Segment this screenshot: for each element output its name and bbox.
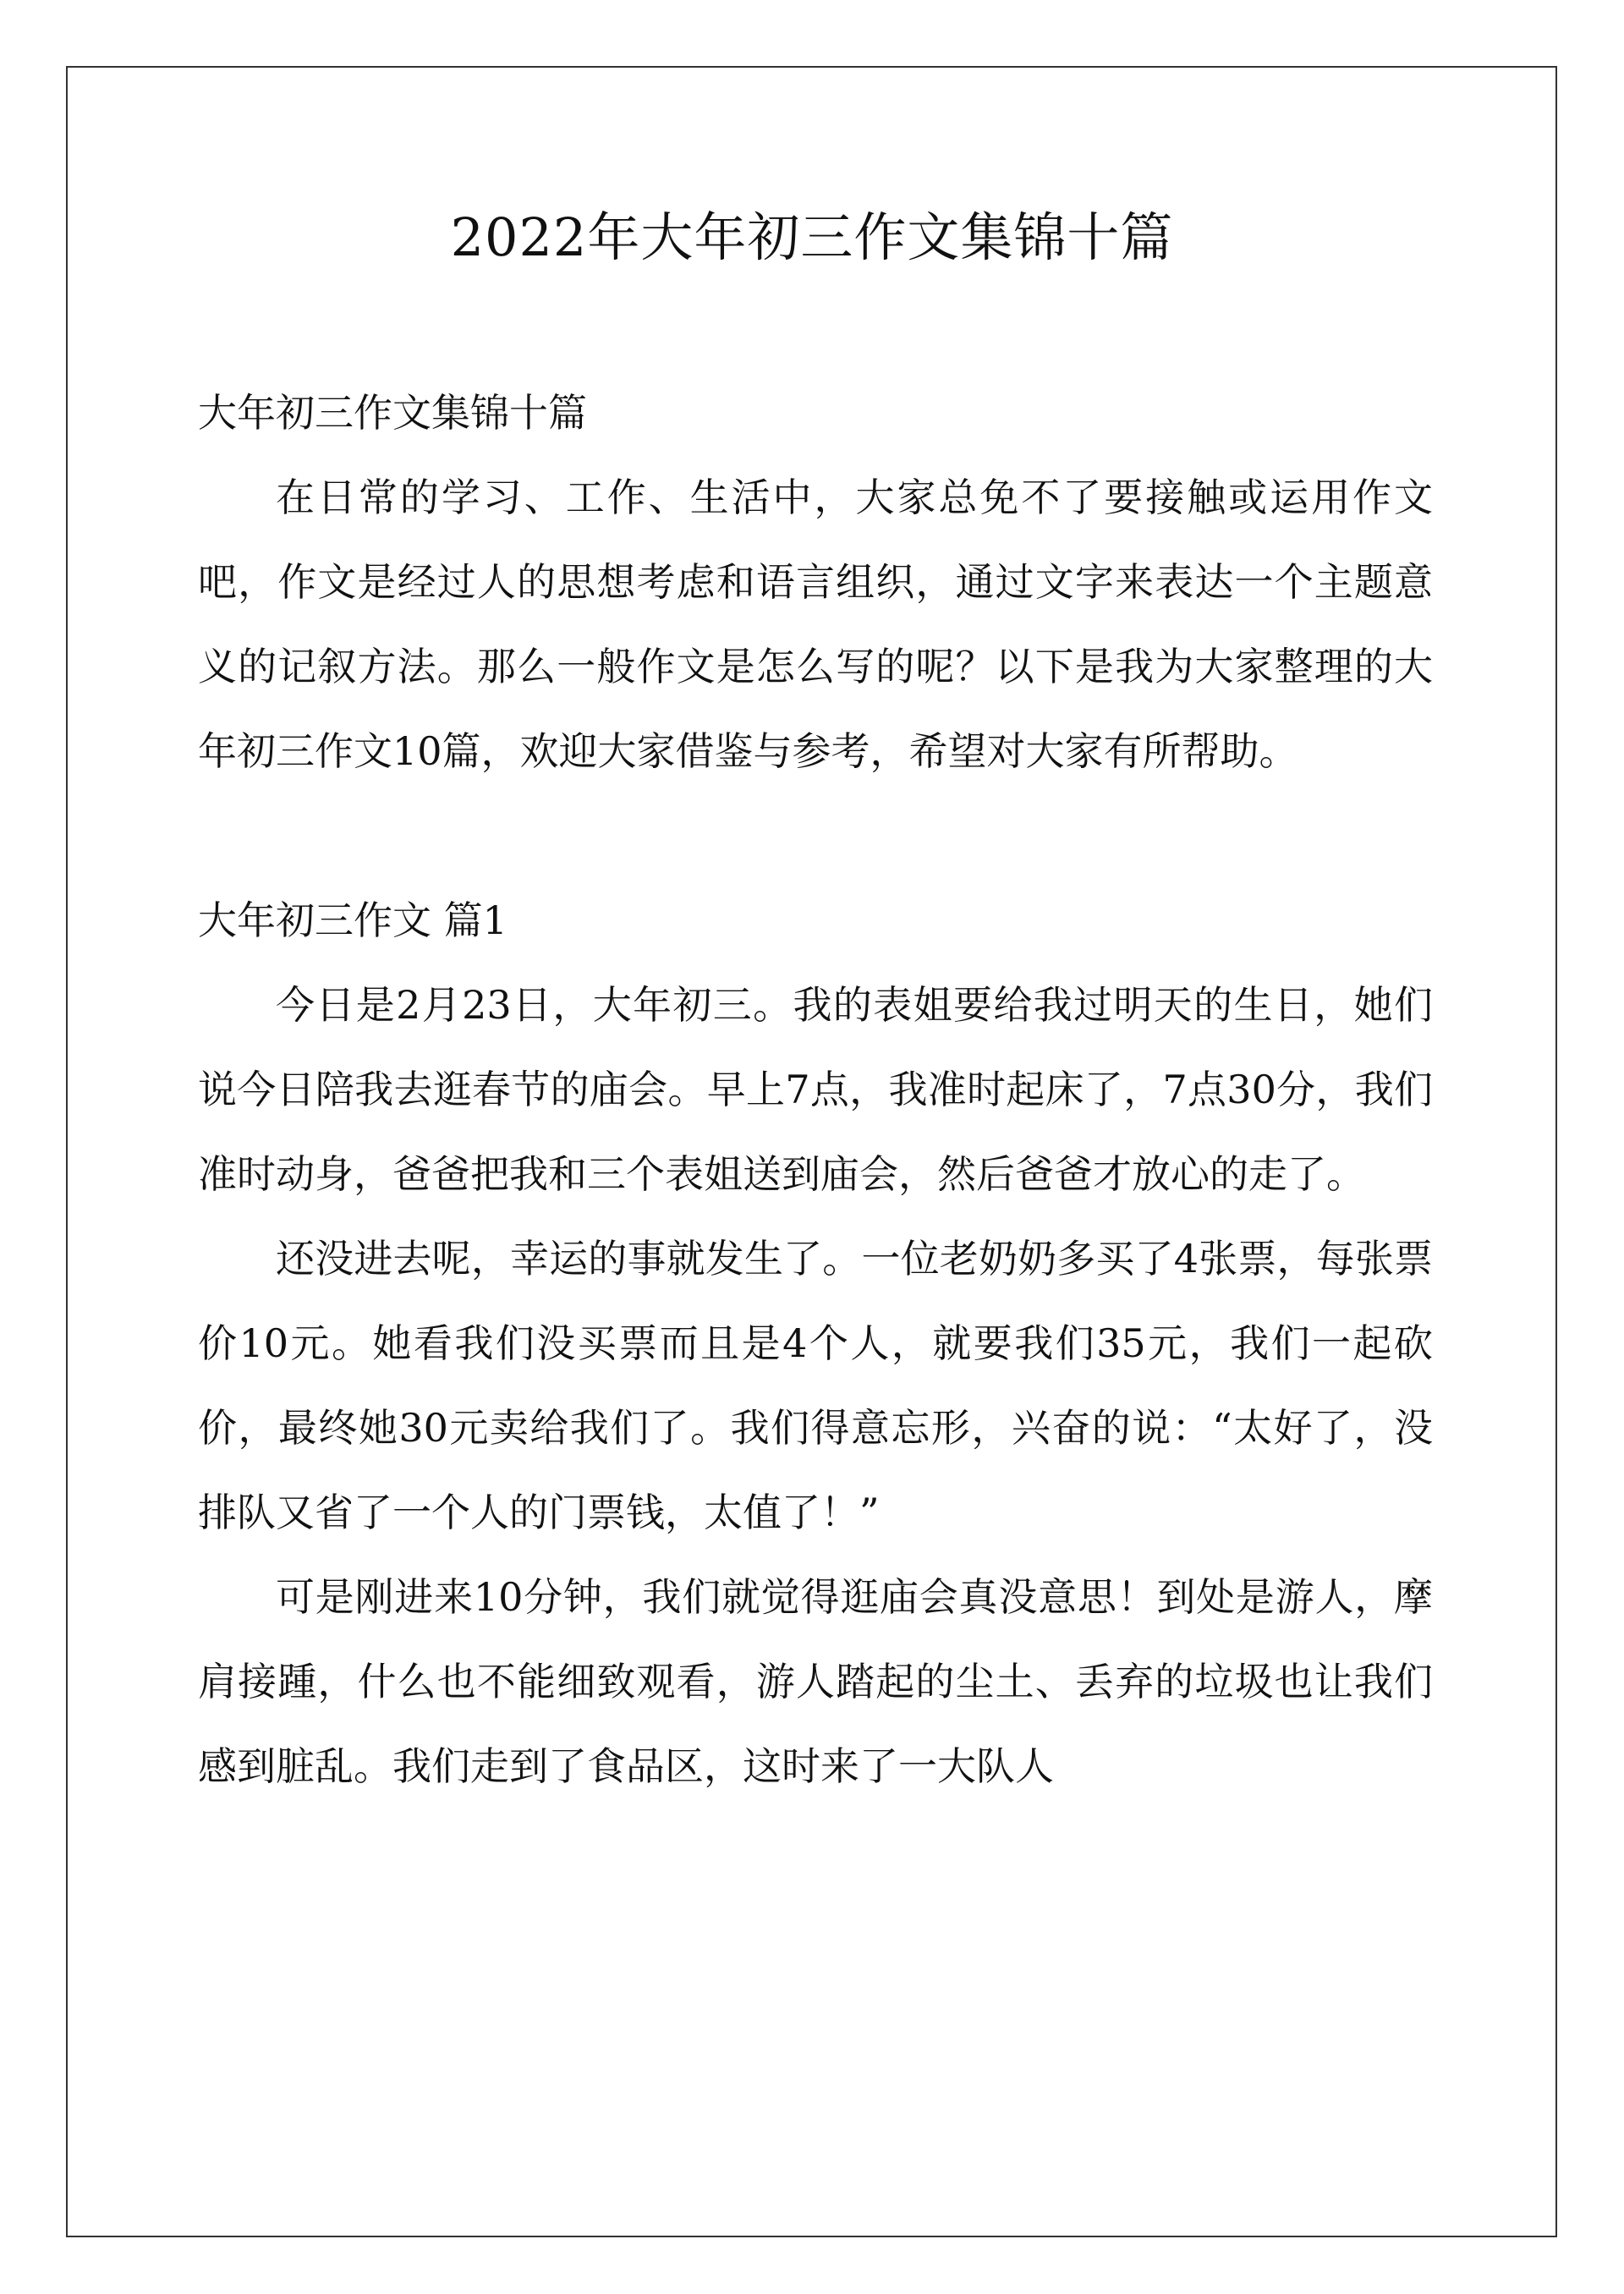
document-title: 2022年大年初三作文集锦十篇 — [450, 206, 1174, 268]
body-paragraph-1: 今日是2月23日，大年初三。我的表姐要给我过明天的生日，她们说今日陪我去逛春节的庙会。早上7点，我准时起床了，7点30分，我们准时动身，爸爸把我和三个表姐送到庙会，然后爸爸才放心的走了。 — [198, 982, 1433, 1197]
section-heading: 大年初三作文 篇1 — [198, 897, 508, 943]
section-spacer — [198, 793, 1433, 878]
document-body — [198, 370, 1433, 1808]
document-subtitle: 大年初三作文集锦十篇 — [198, 390, 587, 436]
body-paragraph-3: 可是刚进来10分钟，我们就觉得逛庙会真没意思！到处是游人，摩肩接踵，什么也不能细致观看，游人踏起的尘土、丢弃的垃圾也让我们感到脏乱。我们走到了食品区，这时来了一大队人 — [198, 1574, 1433, 1789]
intro-paragraph: 在日常的学习、工作、生活中，大家总免不了要接触或运用作文吧，作文是经过人的思想考虑和语言组织，通过文字来表达一个主题意义的记叙方法。那么一般作文是怎么写的呢？以下是我为大家整理的大年初三作文10篇，欢迎大家借鉴与参考，希望对大家有所帮助。 — [198, 475, 1433, 774]
body-paragraph-2: 还没进去呢，幸运的事就发生了。一位老奶奶多买了4张票，每张票价10元。她看我们没买票而且是4个人，就要我们35元，我们一起砍价，最终她30元卖给我们了。我们得意忘形，兴奋的说：“太好了，没排队又省了一个人的门票钱，太值了！” — [198, 1236, 1433, 1535]
